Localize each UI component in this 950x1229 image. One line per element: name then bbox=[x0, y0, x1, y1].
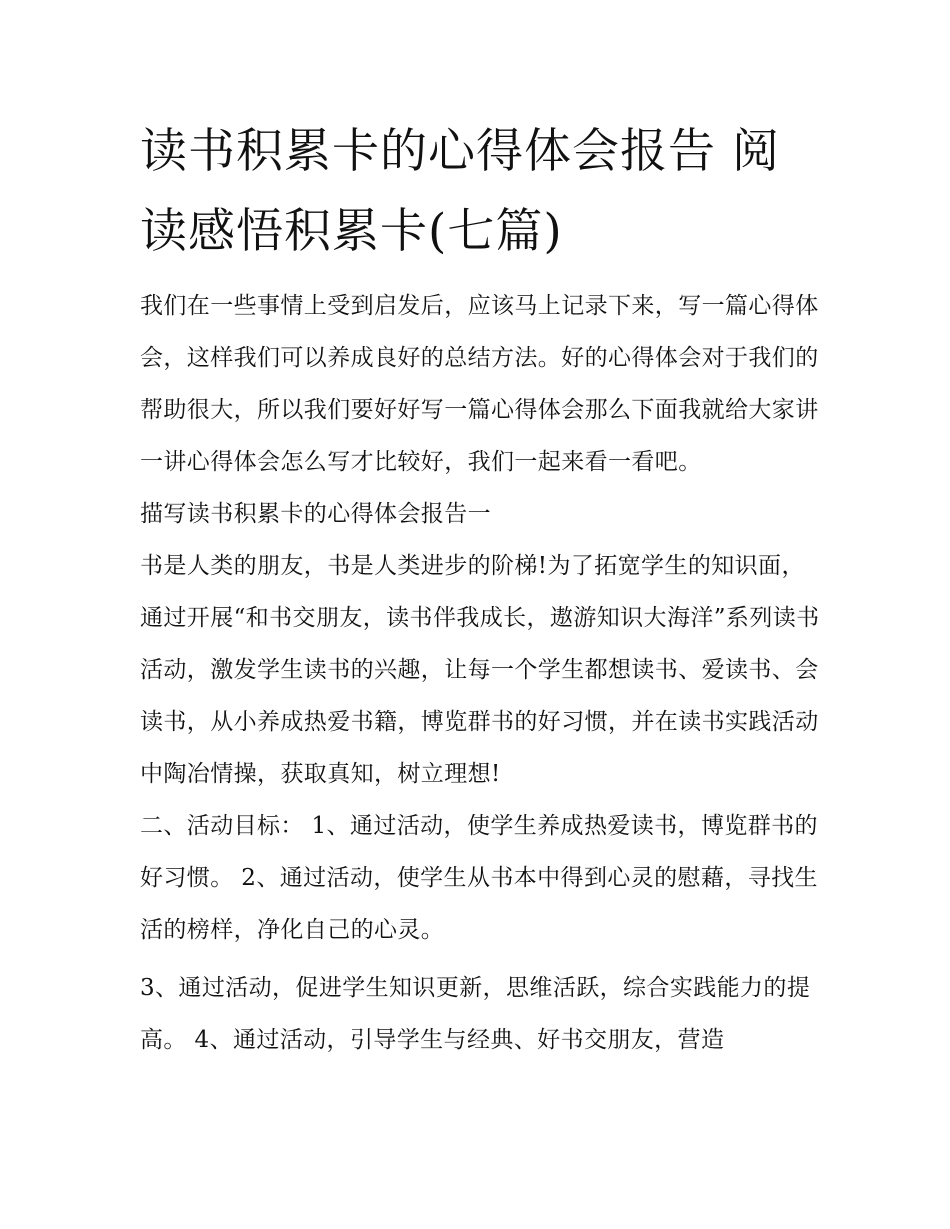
section-heading: 描写读书积累卡的心得体会报告一 bbox=[140, 501, 491, 527]
body-paragraph-1: 书是人类的朋友，书是人类进步的阶梯!为了拓宽学生的知识面，通过开展“和书交朋友，读书伴我成长，遨游知识大海洋”系列读书活动，激发学生读书的兴趣，让每一个学生都想读书、爱读书、会读书，从小养成热爱书籍，博览群书的好习惯，并在读书实践活动中陶冶情操，获取真知，树立理想! bbox=[140, 553, 820, 787]
document-page bbox=[140, 112, 820, 1066]
activity-goals-paragraph: 二、活动目标： 1、通过活动，使学生养成热爱读书，博览群书的好习惯。 2、通过活动，使学生从书本中得到心灵的慰藉，寻找生活的榜样，净化自己的心灵。 bbox=[140, 813, 818, 943]
activity-goals-continued: 3、通过活动，促进学生知识更新，思维活跃，综合实践能力的提高。 4、通过活动，引导学生与经典、好书交朋友，营造 bbox=[140, 975, 811, 1053]
intro-paragraph: 我们在一些事情上受到启发后，应该马上记录下来，写一篇心得体会，这样我们可以养成良好的总结方法。好的心得体会对于我们的帮助很大，所以我们要好好写一篇心得体会那么下面我就给大家讲一讲心得体会怎么写才比较好，我们一起来看一看吧。 bbox=[140, 293, 819, 475]
document-title: 读书积累卡的心得体会报告 阅读感悟积累卡(七篇) bbox=[140, 124, 780, 259]
